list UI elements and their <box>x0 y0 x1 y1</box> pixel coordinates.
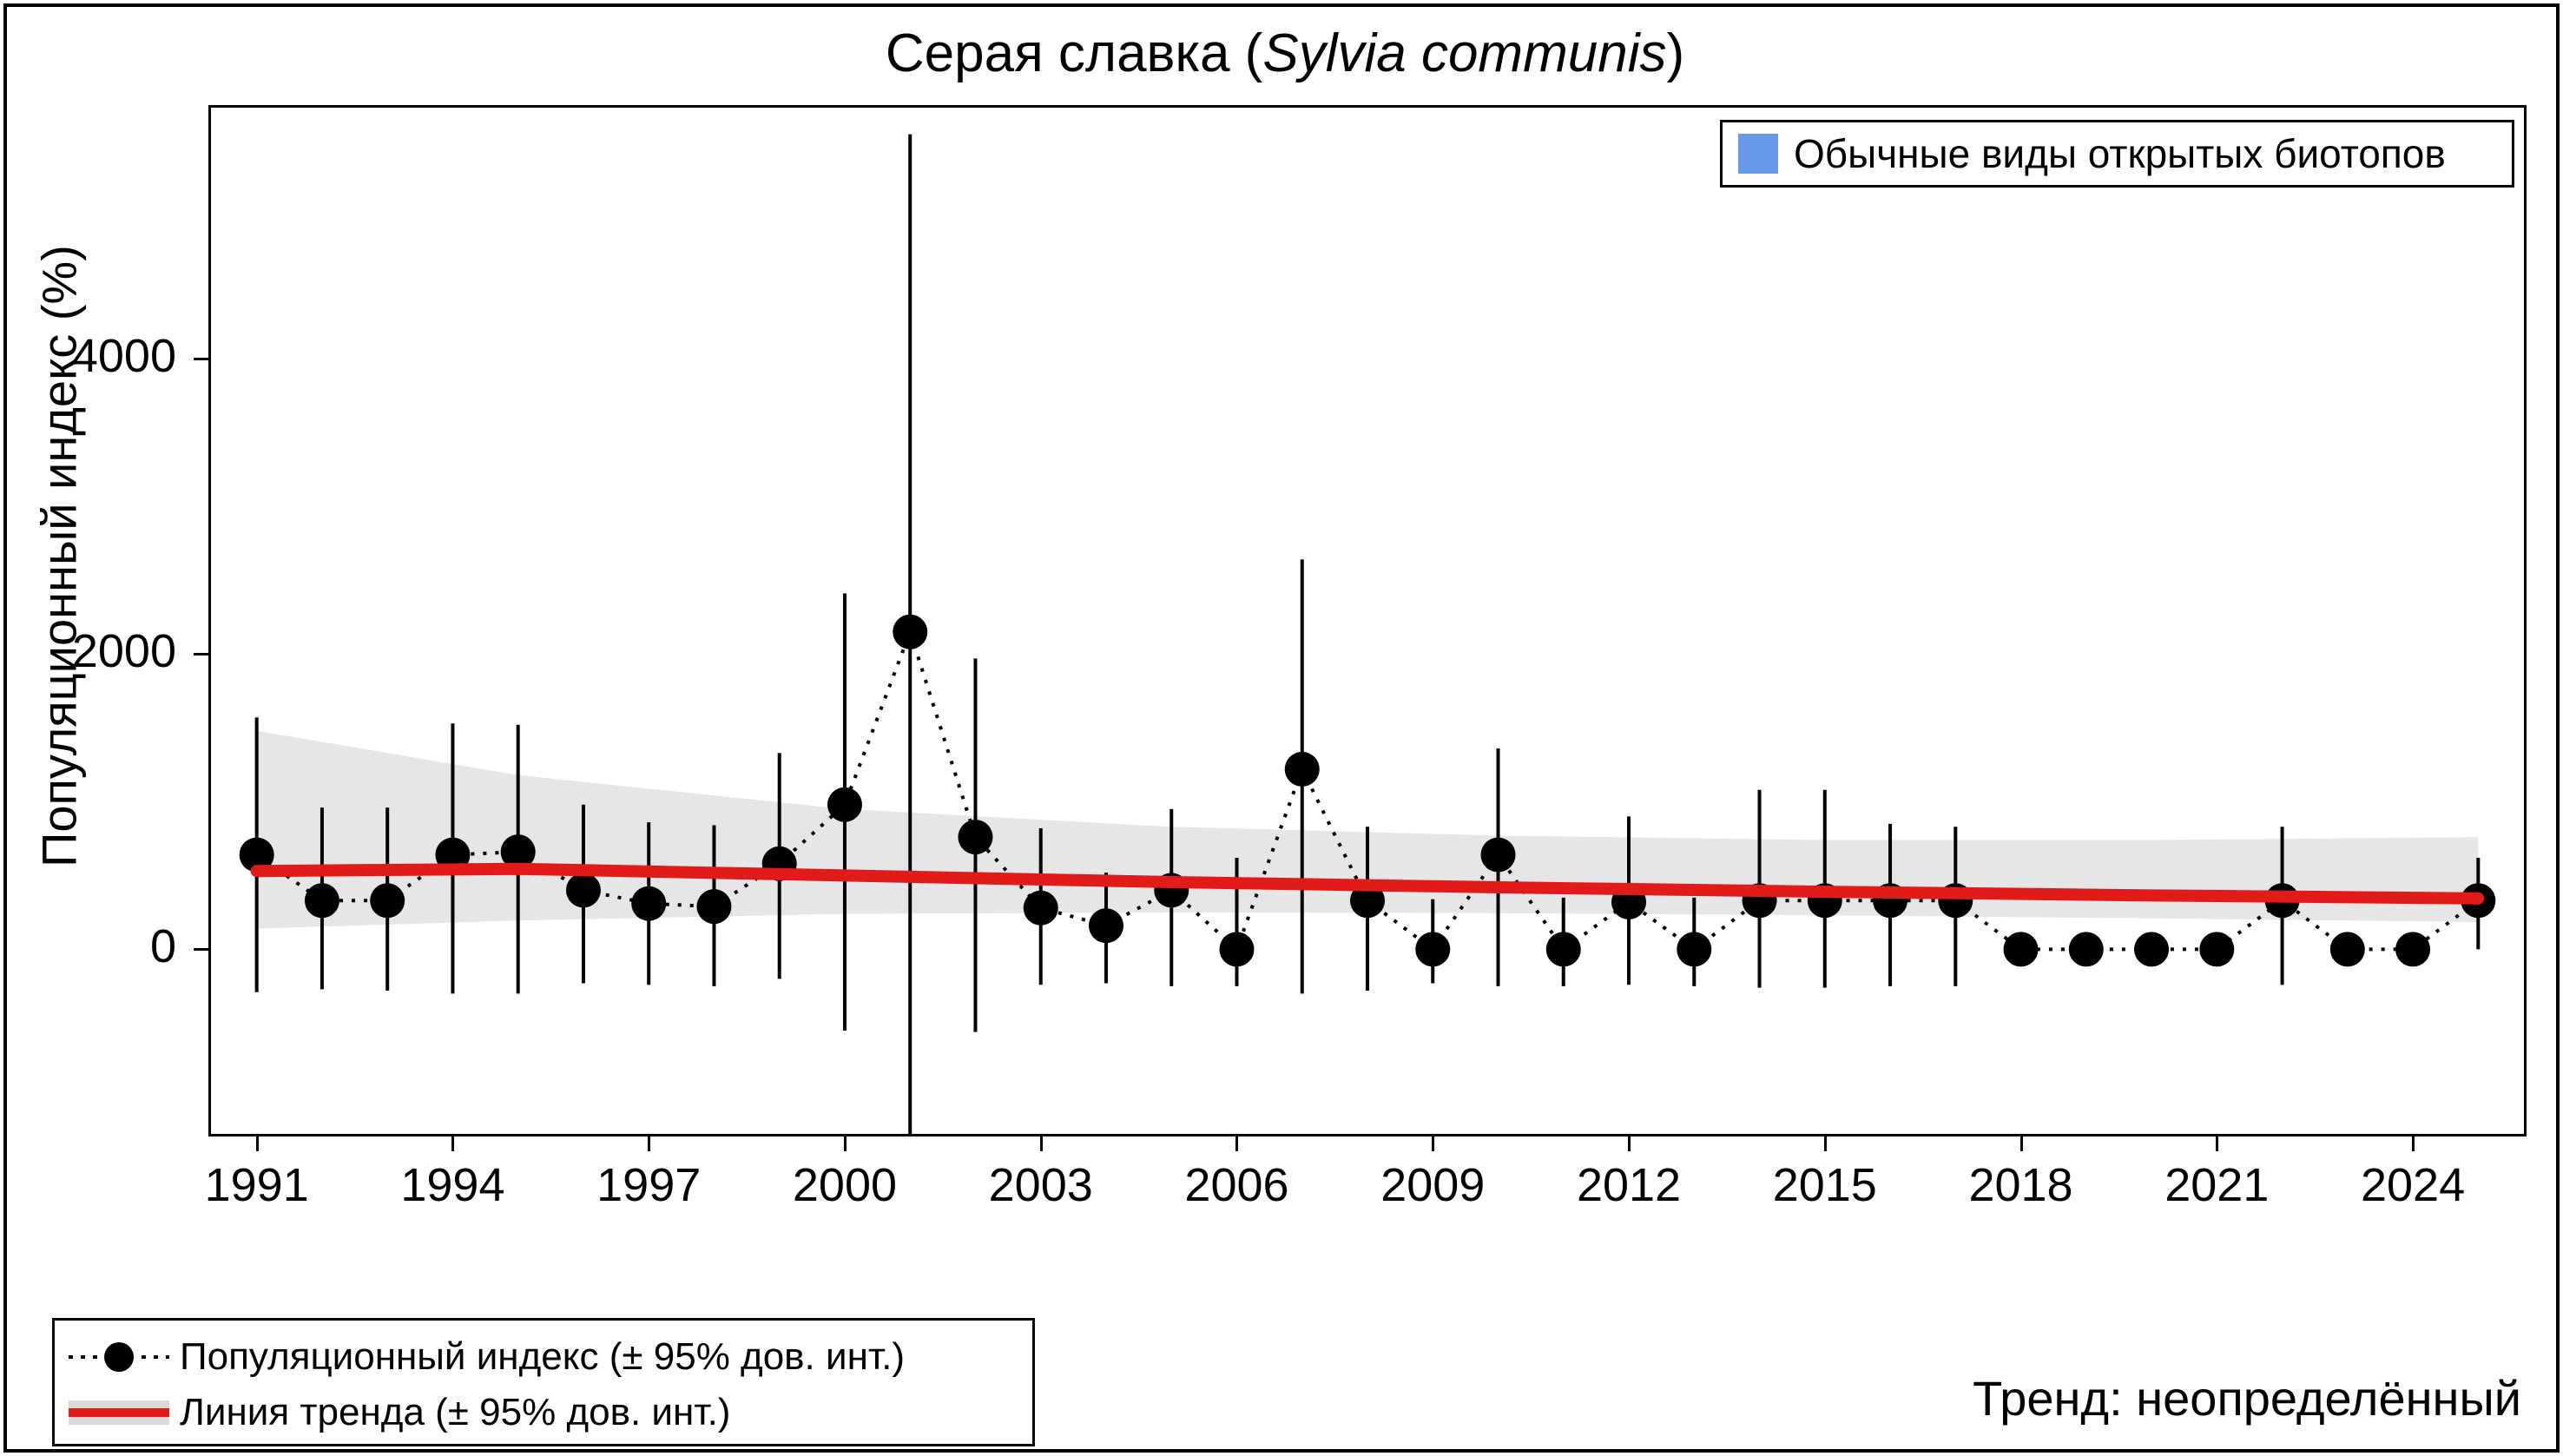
index-data-point <box>893 615 927 649</box>
title-species-latin: Sylvia communis <box>1262 23 1667 83</box>
index-data-point <box>1481 838 1516 873</box>
index-data-point <box>696 889 731 924</box>
index-data-point <box>370 883 405 918</box>
x-tick-label: 2024 <box>2360 1159 2466 1211</box>
index-data-point <box>566 873 601 907</box>
legend-item-index <box>67 1329 1020 1385</box>
page-title <box>7 23 2563 84</box>
legend-index-marker-icon <box>67 1340 171 1374</box>
x-tick-mark <box>1628 1134 1631 1151</box>
x-tick-label: 2015 <box>1772 1159 1877 1211</box>
index-data-point <box>2004 932 2039 966</box>
index-data-point <box>2330 932 2365 966</box>
x-tick-label: 2012 <box>1576 1159 1682 1211</box>
x-tick-mark <box>256 1134 259 1151</box>
legend-item-trend <box>67 1385 1020 1440</box>
x-tick-mark <box>844 1134 847 1151</box>
x-tick-label: 2021 <box>2164 1159 2270 1211</box>
x-tick-mark <box>648 1134 650 1151</box>
x-tick-mark <box>2412 1134 2415 1151</box>
x-tick-label: 2003 <box>988 1159 1093 1211</box>
legend-habitat-label: Обычные виды открытых биотопов <box>1794 131 2446 176</box>
index-data-point <box>1024 891 1058 926</box>
y-axis-label: Популяционный индекс (%) <box>31 245 87 867</box>
index-data-point <box>2395 932 2430 966</box>
x-tick-mark <box>1824 1134 1827 1151</box>
index-data-point <box>958 820 992 854</box>
index-data-point <box>1089 908 1123 943</box>
index-data-point <box>2069 932 2104 966</box>
chart-frame <box>3 3 2560 1453</box>
x-tick-label: 1991 <box>204 1159 309 1211</box>
x-tick-mark <box>2216 1134 2218 1151</box>
x-tick-label: 2009 <box>1380 1159 1486 1211</box>
x-tick-label: 2006 <box>1184 1159 1289 1211</box>
x-tick-label: 2000 <box>792 1159 898 1211</box>
x-tick-mark <box>1235 1134 1238 1151</box>
index-data-point <box>631 886 666 921</box>
y-tick-label: 4000 <box>71 330 176 383</box>
trend-status-text: Тренд: неопределённый <box>1973 1371 2521 1426</box>
index-data-point <box>1285 752 1320 787</box>
plot-svg <box>211 108 2524 1134</box>
title-close-paren: ) <box>1666 23 1685 83</box>
x-tick-mark <box>451 1134 454 1151</box>
x-tick-label: 1994 <box>400 1159 505 1211</box>
index-data-point <box>1219 932 1254 966</box>
index-data-point <box>1677 932 1711 966</box>
index-data-point <box>827 787 862 822</box>
index-data-point <box>2134 932 2169 966</box>
habitat-color-swatch <box>1738 134 1778 174</box>
legend-trend-marker-icon <box>67 1395 171 1430</box>
title-species-ru: Серая славка ( <box>885 23 1263 83</box>
x-tick-mark <box>1040 1134 1043 1151</box>
x-tick-mark <box>2020 1134 2023 1151</box>
legend-trend-label: Линия тренда (± 95% дов. инт.) <box>180 1391 731 1433</box>
y-tick-label: 2000 <box>71 625 176 678</box>
y-tick-label: 0 <box>149 920 176 973</box>
index-data-point <box>305 883 339 918</box>
x-tick-mark <box>1432 1134 1434 1151</box>
index-data-point <box>1415 932 1450 966</box>
x-tick-label: 2018 <box>1968 1159 2073 1211</box>
index-data-point <box>1546 932 1581 966</box>
legend-series <box>52 1318 1035 1446</box>
legend-habitat-group <box>1720 120 2514 188</box>
x-tick-label: 1997 <box>596 1159 702 1211</box>
index-data-point <box>2199 932 2234 966</box>
legend-index-label: Популяционный индекс (± 95% дов. инт.) <box>180 1335 906 1378</box>
plot-area <box>208 105 2527 1136</box>
